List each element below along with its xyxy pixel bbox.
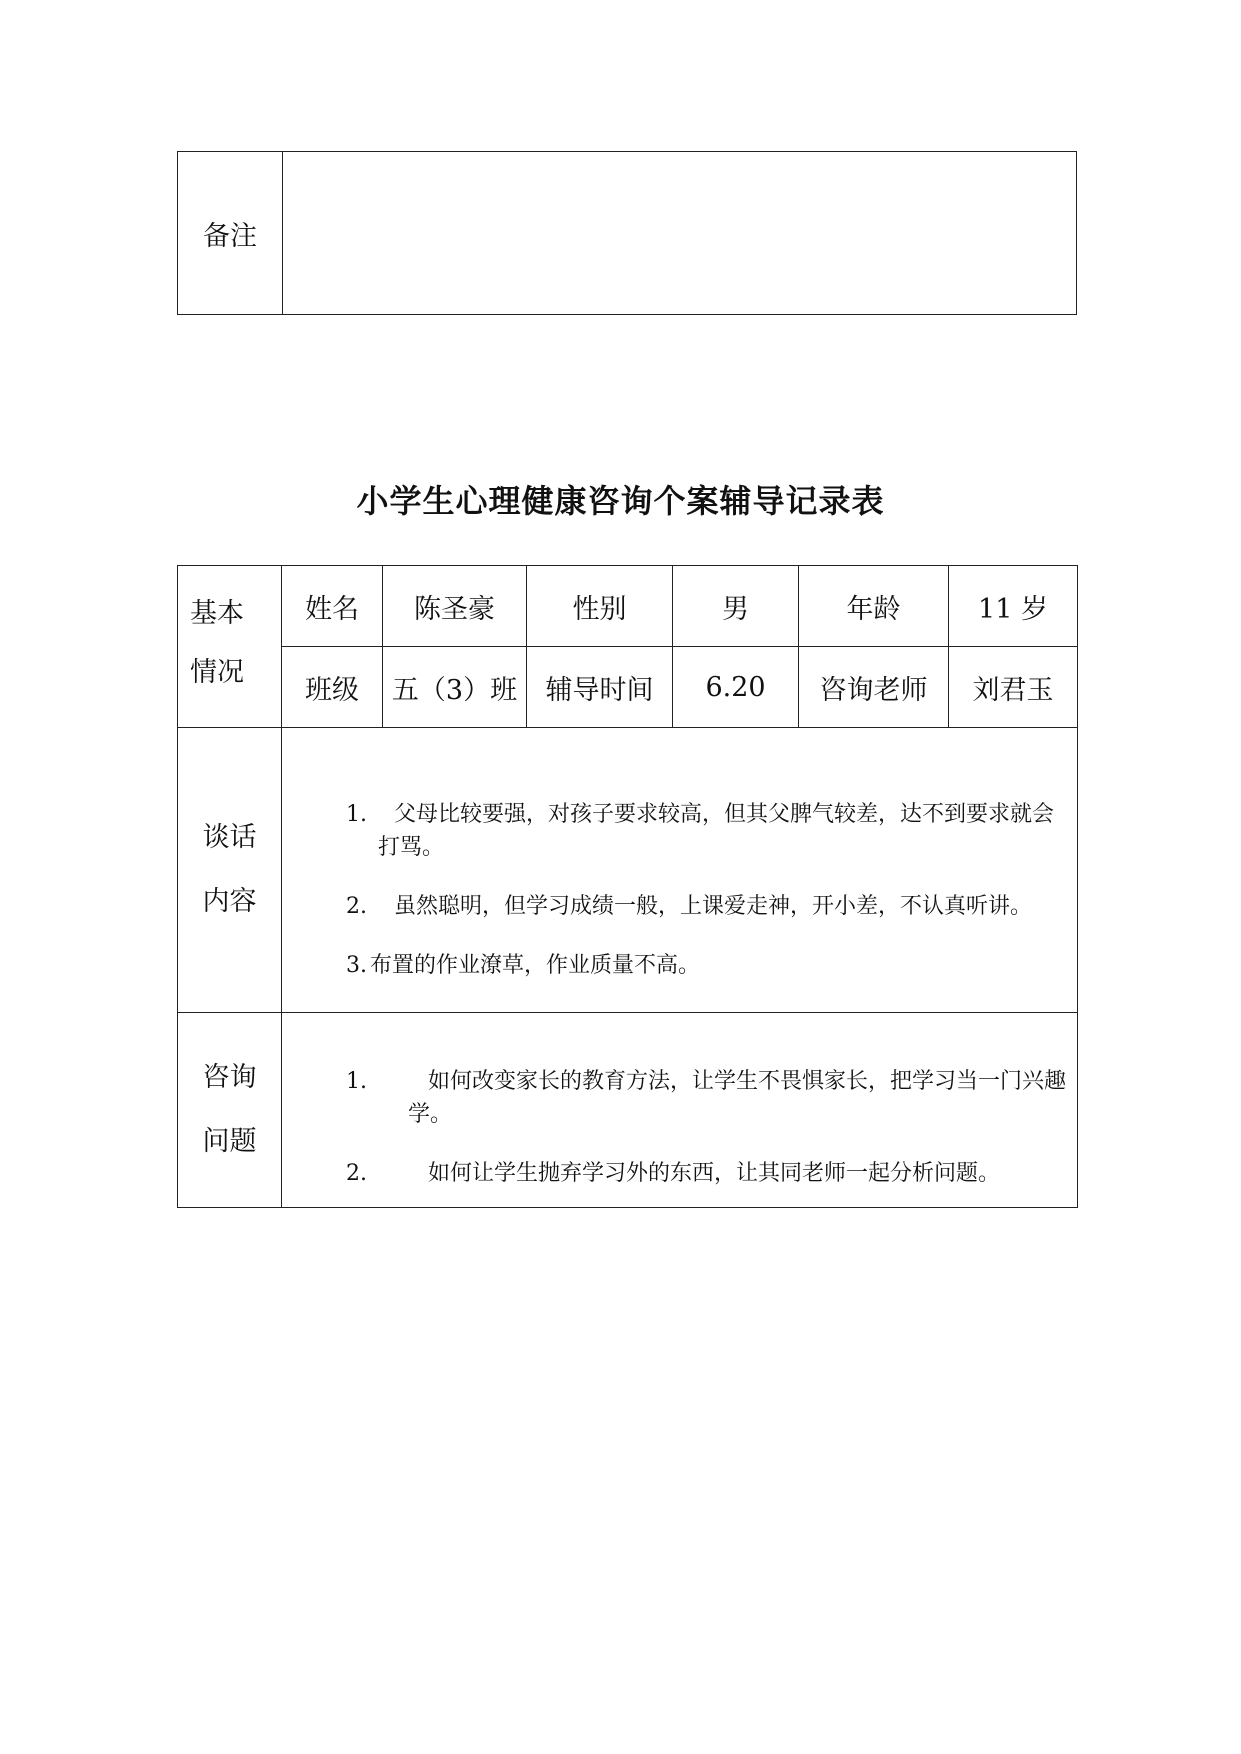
counselor-value: 刘君玉 [949, 647, 1078, 728]
name-label: 姓名 [282, 566, 383, 647]
talk-item-number: 3. [346, 953, 367, 978]
consult-item-number: 2. [346, 1160, 367, 1186]
consult-item-text: 如何改变家长的教育方法，让学生不畏惧家长，把学习当一门兴趣学。 [408, 1068, 1067, 1127]
session-time-value: 6.20 [673, 647, 799, 728]
talk-item-number: 2. [346, 894, 367, 919]
remark-table [177, 151, 1077, 315]
talk-item-text: 虽然聪明，但学习成绩一般，上课爱走神，开小差，不认真听讲。 [394, 894, 1033, 919]
remark-value [283, 152, 1077, 315]
age-label: 年龄 [799, 566, 949, 647]
counselor-label: 咨询老师 [799, 647, 949, 728]
consult-label-line2: 问题 [202, 1126, 257, 1157]
record-table [177, 565, 1078, 1208]
talk-item [282, 890, 1069, 923]
talk-item [282, 798, 1069, 864]
name-value: 陈圣豪 [383, 566, 527, 647]
gender-value: 男 [673, 566, 799, 647]
age-value: 11 岁 [949, 566, 1078, 647]
basic-info-label [178, 566, 282, 728]
talk-item-number: 1. [346, 802, 367, 827]
talk-item [282, 949, 1069, 982]
class-value: 五（3）班 [383, 647, 527, 728]
consult-content [282, 1013, 1078, 1208]
remark-label: 备注 [178, 152, 283, 315]
consult-label-line1: 咨询 [202, 1062, 257, 1093]
consult-item-number: 1. [346, 1068, 367, 1094]
consult-item [282, 1065, 1069, 1131]
talk-label-line2: 内容 [202, 886, 257, 917]
talk-item-text: 布置的作业潦草，作业质量不高。 [370, 953, 701, 978]
consult-item-text: 如何让学生抛弃学习外的东西，让其同老师一起分析问题。 [428, 1160, 1001, 1186]
page-title: 小学生心理健康咨询个案辅导记录表 [356, 482, 885, 520]
talk-label [178, 728, 282, 1013]
talk-content [282, 728, 1078, 1013]
consult-item [282, 1157, 1069, 1190]
gender-label: 性别 [527, 566, 673, 647]
basic-info-label-line2: 情况 [190, 656, 244, 688]
talk-label-line1: 谈话 [202, 822, 257, 853]
basic-info-label-line1: 基本 [190, 597, 244, 629]
talk-item-text: 父母比较要强，对孩子要求较高，但其父脾气较差，达不到要求就会打骂。 [378, 802, 1055, 860]
session-time-label: 辅导时间 [527, 647, 673, 728]
consult-label [178, 1013, 282, 1208]
class-label: 班级 [282, 647, 383, 728]
